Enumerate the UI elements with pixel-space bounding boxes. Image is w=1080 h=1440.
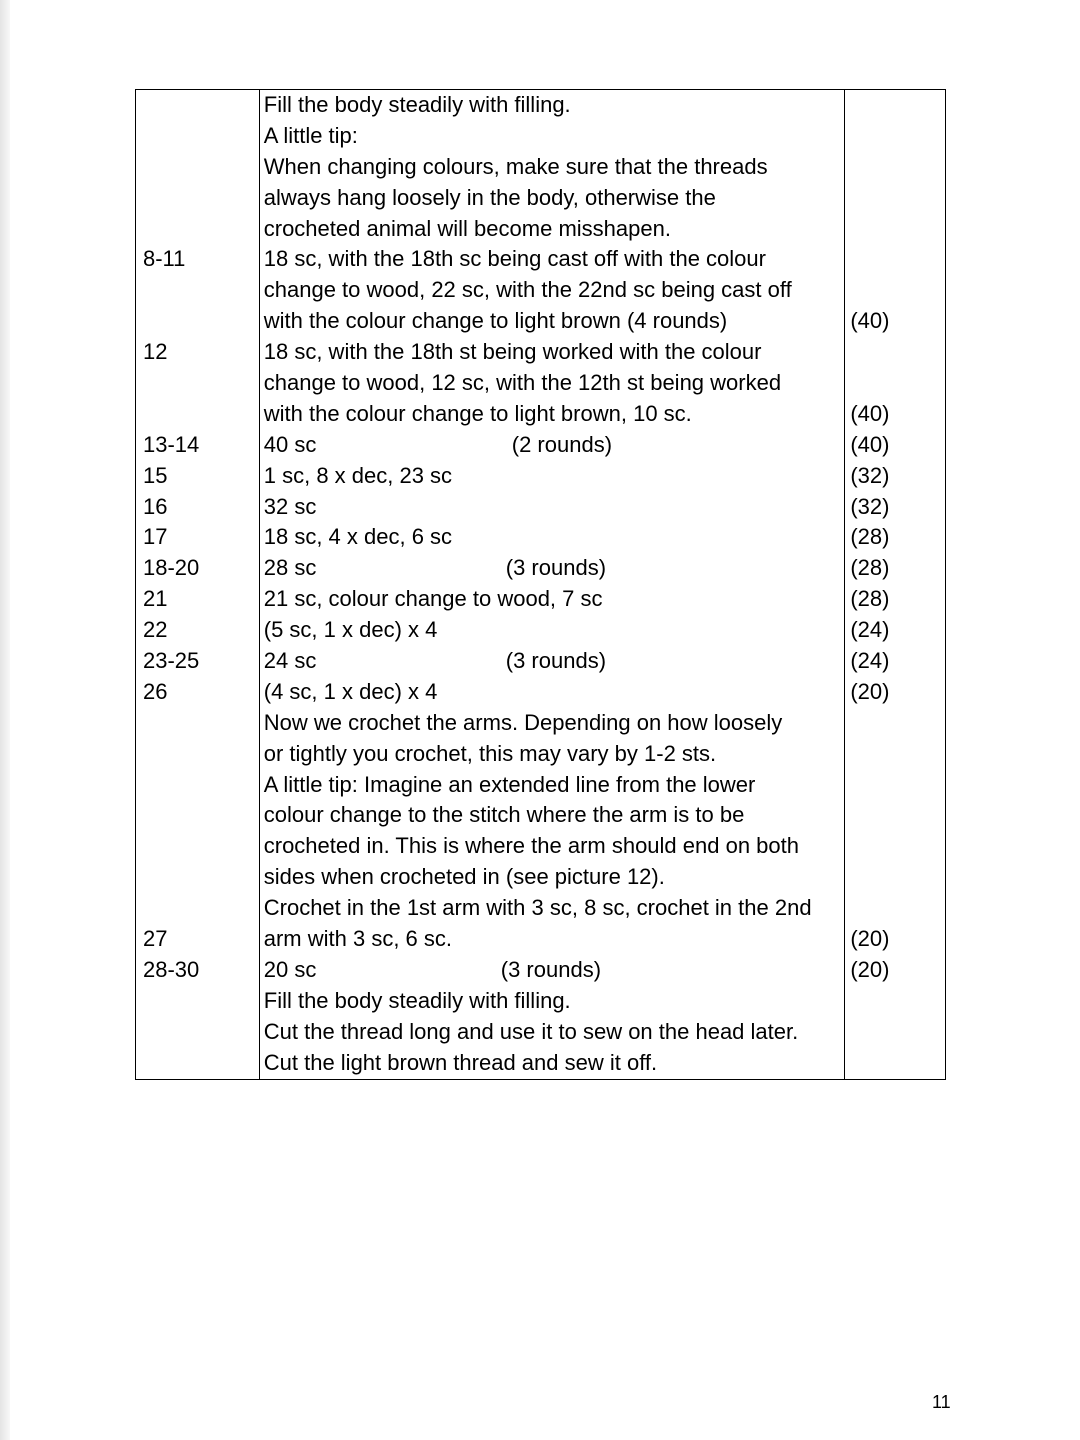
- stitch-count: (28): [850, 586, 890, 612]
- row-number: [136, 831, 259, 862]
- row-number: [136, 862, 259, 893]
- instruction-line: [260, 121, 845, 152]
- row-number: [136, 152, 259, 183]
- instruction-text: When changing colours, make sure that the threads: [263, 153, 768, 179]
- stitch-count: [845, 152, 945, 183]
- stitch-count: (40): [850, 308, 890, 334]
- instruction-line: [260, 90, 845, 121]
- instruction-text: change to wood, 12 sc, with the 12th st being worked: [263, 370, 782, 396]
- instruction-text: colour change to the stitch where the arm is to be: [263, 802, 745, 828]
- row-number: 26: [143, 678, 168, 704]
- instruction-column: [259, 90, 845, 1080]
- instruction-line: [260, 708, 845, 739]
- instruction-line: [260, 214, 845, 245]
- instruction-text: 18 sc, with the 18th st being worked with the colour: [263, 339, 762, 365]
- row-number: 22: [143, 617, 168, 643]
- row-number: [136, 275, 259, 306]
- instruction-text: arm with 3 sc, 6 sc.: [263, 926, 453, 952]
- instruction-text: A little tip:: [263, 122, 358, 148]
- instruction-line: [260, 183, 845, 214]
- row-number: [136, 214, 259, 245]
- row-number: 17: [143, 524, 168, 550]
- instruction-text: change to wood, 22 sc, with the 22nd sc being cast off: [263, 277, 792, 303]
- instruction-line: [260, 986, 845, 1017]
- stitch-count: (20): [850, 926, 890, 952]
- row-number-column: [136, 90, 260, 1080]
- row-number: 18-20: [143, 555, 200, 581]
- stitch-count: [845, 831, 945, 862]
- stitch-count: (40): [850, 400, 890, 426]
- row-number: 12: [143, 339, 168, 365]
- stitch-count: [845, 90, 945, 121]
- instruction-line: [260, 955, 845, 986]
- instruction-line: [260, 337, 845, 368]
- page-edge-shadow: [0, 0, 10, 1440]
- instruction-text: crocheted animal will become misshapen.: [263, 215, 671, 241]
- crochet-pattern-table: [135, 89, 946, 1080]
- row-number: [136, 306, 259, 337]
- row-number: [136, 90, 259, 121]
- instruction-text: 1 sc, 8 x dec, 23 sc: [263, 462, 453, 488]
- instruction-text: 18 sc, with the 18th sc being cast off with the colour: [263, 246, 766, 272]
- row-number: [136, 986, 259, 1017]
- stitch-count: [845, 121, 945, 152]
- instruction-text: (4 sc, 1 x dec) x 4: [263, 678, 438, 704]
- instruction-text: crocheted in. This is where the arm should end on both: [263, 833, 799, 859]
- instruction-line: [260, 399, 845, 430]
- row-number: 15: [143, 462, 168, 488]
- rounds-note: (3 rounds): [505, 555, 607, 581]
- instruction-text: Cut the light brown thread and sew it off.: [263, 1049, 658, 1075]
- instruction-text: Crochet in the 1st arm with 3 sc, 8 sc, crochet in the 2nd: [263, 895, 812, 921]
- stitch-count: (32): [850, 493, 890, 519]
- instruction-text: 24 sc: [263, 648, 317, 674]
- row-number: 23-25: [143, 648, 200, 674]
- row-number: [136, 800, 259, 831]
- instruction-line: [260, 430, 845, 461]
- stitch-count: [845, 1048, 945, 1079]
- stitch-count: [845, 800, 945, 831]
- stitch-count: (20): [850, 678, 890, 704]
- instruction-text: with the colour change to light brown (4 rounds): [263, 308, 728, 334]
- instruction-line: [260, 677, 845, 708]
- stitch-count: (28): [850, 555, 890, 581]
- stitch-count: (24): [850, 648, 890, 674]
- stitch-count: [845, 337, 945, 368]
- stitch-count: [845, 214, 945, 245]
- instruction-line: [260, 152, 845, 183]
- instruction-text: sides when crocheted in (see picture 12).: [263, 864, 665, 890]
- row-number: [136, 708, 259, 739]
- stitch-count: (40): [850, 431, 890, 457]
- instruction-line: [260, 461, 845, 492]
- instruction-text: (5 sc, 1 x dec) x 4: [263, 617, 438, 643]
- row-number: 21: [143, 586, 168, 612]
- instruction-line: [260, 1017, 845, 1048]
- stitch-count: [845, 986, 945, 1017]
- stitch-count: [845, 275, 945, 306]
- rounds-note: (2 rounds): [511, 431, 613, 457]
- instruction-text: Now we crochet the arms. Depending on how loosely: [263, 709, 783, 735]
- instruction-text: Fill the body steadily with filling.: [263, 987, 571, 1013]
- instruction-text: 21 sc, colour change to wood, 7 sc: [263, 586, 603, 612]
- stitch-count: [845, 183, 945, 214]
- row-number: 27: [143, 926, 168, 952]
- row-number: 13-14: [143, 431, 200, 457]
- instruction-line: [260, 893, 845, 924]
- instruction-text: 28 sc: [263, 555, 317, 581]
- instruction-text: always hang loosely in the body, otherwise the: [263, 184, 716, 210]
- instruction-line: [260, 492, 845, 523]
- instruction-line: [260, 770, 845, 801]
- row-number: 28-30: [143, 956, 200, 982]
- stitch-count: (24): [850, 617, 890, 643]
- stitch-count: [845, 862, 945, 893]
- instruction-line: [260, 924, 845, 955]
- stitch-count: [845, 739, 945, 770]
- instruction-line: [260, 584, 845, 615]
- row-number: [136, 1017, 259, 1048]
- instruction-line: [260, 831, 845, 862]
- instruction-text: or tightly you crochet, this may vary by 1-2 sts.: [263, 740, 717, 766]
- rounds-note: (3 rounds): [505, 648, 607, 674]
- instruction-text: 32 sc: [263, 493, 317, 519]
- instruction-text: Cut the thread long and use it to sew on the head later.: [263, 1018, 799, 1044]
- stitch-count: (20): [850, 956, 890, 982]
- stitch-count: [845, 708, 945, 739]
- instruction-line: [260, 1048, 845, 1079]
- instruction-line: [260, 862, 845, 893]
- row-number: 8-11: [143, 246, 186, 272]
- instruction-line: [260, 368, 845, 399]
- row-number: [136, 368, 259, 399]
- stitch-count: (28): [850, 524, 890, 550]
- instruction-line: [260, 615, 845, 646]
- instruction-text: 40 sc: [263, 431, 317, 457]
- instruction-line: [260, 522, 845, 553]
- instruction-line: [260, 739, 845, 770]
- instruction-line: [260, 275, 845, 306]
- instruction-line: [260, 800, 845, 831]
- stitch-count: (32): [850, 462, 890, 488]
- row-number: [136, 770, 259, 801]
- instruction-line: [260, 646, 845, 677]
- instruction-line: [260, 306, 845, 337]
- instruction-line: [260, 244, 845, 275]
- row-number: [136, 1048, 259, 1079]
- instruction-text: A little tip: Imagine an extended line from the lower: [263, 771, 756, 797]
- stitch-count: [845, 368, 945, 399]
- stitch-count: [845, 1017, 945, 1048]
- row-number: [136, 121, 259, 152]
- instruction-line: [260, 553, 845, 584]
- instruction-text: with the colour change to light brown, 10 sc.: [263, 400, 692, 426]
- instruction-text: Fill the body steadily with filling.: [263, 92, 571, 117]
- row-number: 16: [143, 493, 168, 519]
- row-number: [136, 183, 259, 214]
- page-number: 11: [932, 1392, 951, 1412]
- instruction-text: 18 sc, 4 x dec, 6 sc: [263, 524, 453, 550]
- stitch-count: [845, 244, 945, 275]
- stitch-count-column: [845, 90, 946, 1080]
- row-number: [136, 399, 259, 430]
- stitch-count: [845, 893, 945, 924]
- row-number: [136, 893, 259, 924]
- rounds-note: (3 rounds): [500, 956, 602, 982]
- row-number: [136, 739, 259, 770]
- instruction-text: 20 sc: [263, 956, 317, 982]
- stitch-count: [845, 770, 945, 801]
